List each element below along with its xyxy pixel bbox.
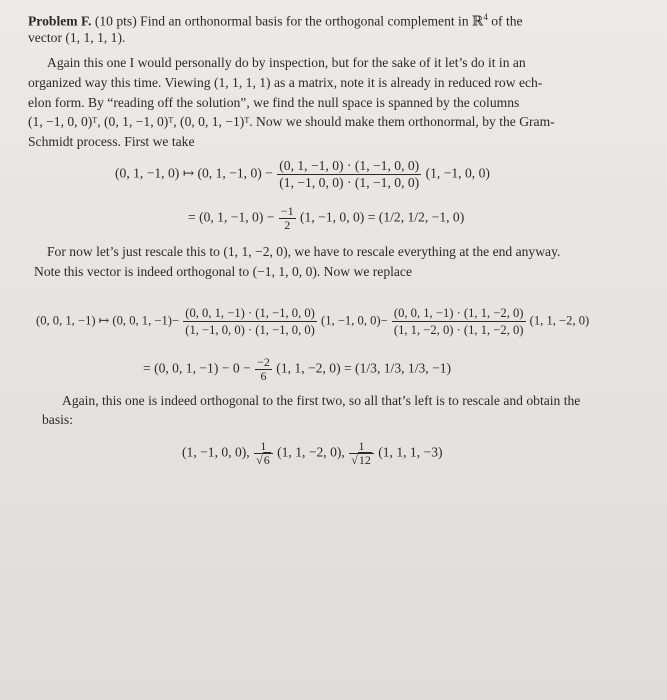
basis-denominator-2: √12 xyxy=(351,453,371,467)
eq1-fraction xyxy=(277,158,421,191)
para1-line5: Schmidt process. First we take xyxy=(28,134,195,149)
eq3-lhs: (0, 0, 1, −1) ↦ (0, 0, 1, −1)− xyxy=(36,313,180,328)
para3-line1: Again, this one is indeed orthogonal to the first two, so all that’s left is to rescale and obtain the xyxy=(62,393,581,408)
eq3-denominator-2: (1, 1, −2, 0) · (1, 1, −2, 0) xyxy=(393,323,524,337)
eq2-fraction xyxy=(279,205,296,232)
basis-v1: (1, −1, 0, 0), xyxy=(182,444,250,460)
para1-line3: elon form. By “reading off the solution”, we find the null space is spanned by the columns xyxy=(28,95,520,110)
eq2-post: (1, −1, 0, 0) = (1/2, 1/2, −1, 0) xyxy=(300,209,465,225)
basis-numerator-1: 1 xyxy=(254,440,273,454)
basis-denominator-1: √6 xyxy=(256,453,270,467)
basis-v2: (1, 1, −2, 0), xyxy=(277,444,345,460)
eq3-denominator-1: (1, −1, 0, 0) · (1, −1, 0, 0) xyxy=(185,323,315,337)
eq4-post: (1, 1, −2, 0) = (1/3, 1/3, 1/3, −1) xyxy=(276,360,452,376)
problem-superscript: 4 xyxy=(483,12,488,22)
eq4-numerator: −2 xyxy=(257,355,270,369)
eq3-numerator-2: (0, 0, 1, −1) · (1, 1, −2, 0) xyxy=(393,306,524,320)
eq3-numerator-1: (0, 0, 1, −1) · (1, −1, 0, 0) xyxy=(185,306,315,320)
eq2-denominator: 2 xyxy=(284,218,291,232)
basis-fraction-1 xyxy=(254,440,273,467)
eq1-numerator: (0, 1, −1, 0) · (1, −1, 0, 0) xyxy=(279,158,420,173)
para1-line4: (1, −1, 0, 0)ᵀ, (0, 1, −1, 0)ᵀ, (0, 0, 1, −1)ᵀ. Now we should make them orthonormal, by the Gram- xyxy=(28,114,555,129)
equation-3 xyxy=(36,305,589,338)
basis-v3: (1, 1, 1, −3) xyxy=(378,444,443,460)
eq1-rhs: (1, −1, 0, 0) xyxy=(425,165,490,181)
para1-line1: Again this one I would personally do by inspection, but for the sake of it let’s do it in an xyxy=(47,55,526,70)
eq4-denominator: 6 xyxy=(260,369,267,383)
equation-1 xyxy=(115,158,490,191)
equation-4 xyxy=(143,356,451,383)
basis-fraction-2 xyxy=(349,440,374,467)
eq1-lhs: (0, 1, −1, 0) ↦ (0, 1, −1, 0) − xyxy=(115,165,273,181)
eq4-pre: = (0, 0, 1, −1) − 0 − xyxy=(143,360,251,376)
basis-result xyxy=(182,440,443,467)
para3-line2: basis: xyxy=(42,412,73,427)
eq3-rhs: (1, 1, −2, 0) xyxy=(529,313,590,328)
eq3-mid: (1, −1, 0, 0)− xyxy=(321,313,388,328)
basis-numerator-2: 1 xyxy=(349,440,374,454)
eq2-numerator: −1 xyxy=(280,204,294,218)
eq4-fraction xyxy=(255,356,272,383)
basis-radicand-2: 12 xyxy=(358,453,371,467)
para2-line2: Note this vector is indeed orthogonal to (−1, 1, 0, 0). Now we replace xyxy=(34,264,412,279)
problem-vector: vector (1, 1, 1, 1). xyxy=(28,30,126,45)
basis-radicand-1: 6 xyxy=(263,453,270,467)
eq3-fraction-1 xyxy=(183,305,317,338)
eq3-fraction-2 xyxy=(392,305,526,338)
problem-label: Problem F. xyxy=(28,13,92,29)
problem-text-end: of the xyxy=(487,13,523,29)
para2-line1: For now let’s just rescale this to (1, 1, −2, 0), we have to rescale everything at the end anyway. xyxy=(47,244,561,259)
problem-points: (10 pts) xyxy=(94,13,137,29)
eq2-pre: = (0, 1, −1, 0) − xyxy=(188,209,275,225)
eq1-denominator: (1, −1, 0, 0) · (1, −1, 0, 0) xyxy=(279,175,420,190)
equation-2 xyxy=(188,205,464,232)
para1-line2: organized way this time. Viewing (1, 1, 1, 1) as a matrix, note it is already in reduced row ech- xyxy=(28,75,543,90)
problem-statement xyxy=(28,9,523,30)
problem-text: Find an orthonormal basis for the orthogonal complement in ℝ xyxy=(140,13,484,29)
